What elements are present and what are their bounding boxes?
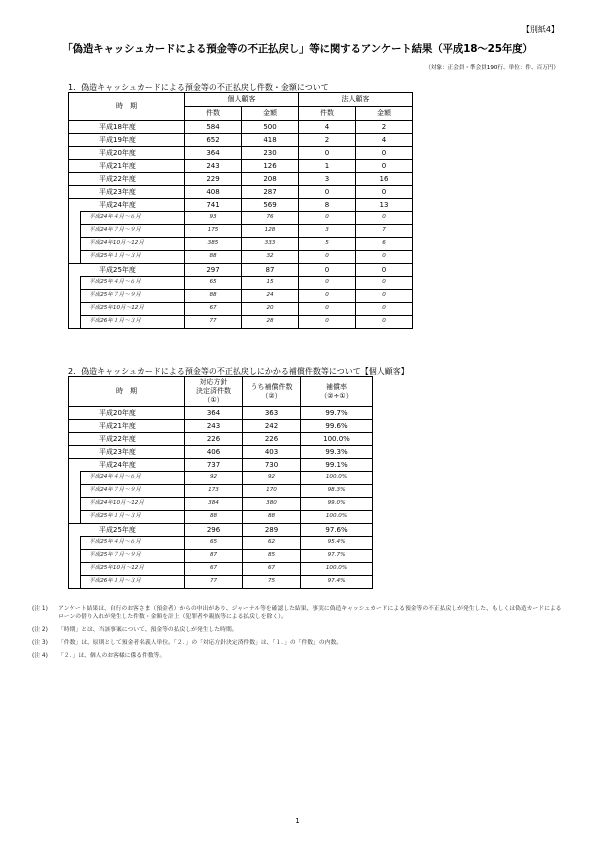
table-row — [69, 524, 373, 537]
value-cell-decided: 77 — [185, 576, 243, 589]
value-cell-compensated: 403 — [243, 446, 301, 459]
table-row — [69, 277, 413, 290]
value-cell-rate: 97.7% — [301, 550, 373, 563]
table-row — [69, 576, 373, 589]
value-cell-i-count: 584 — [185, 121, 242, 134]
note-item — [32, 652, 562, 660]
value-cell-compensated: 226 — [243, 433, 301, 446]
table-row — [69, 225, 413, 238]
value-cell-decided: 87 — [185, 550, 243, 563]
value-cell-decided: 243 — [185, 420, 243, 433]
period-cell: 平成25年10月～12月 — [81, 563, 185, 576]
value-cell-c-amount: 0 — [356, 251, 413, 264]
value-cell-rate: 99.6% — [301, 420, 373, 433]
document-title: 「偽造キャッシュカードによる預金等の不正払戻し」等に関するアンケート結果（平成18～25年度） — [62, 43, 533, 55]
value-cell-compensated: 730 — [243, 459, 301, 472]
value-cell-c-amount: 13 — [356, 199, 413, 212]
value-cell-i-amount: 333 — [242, 238, 299, 251]
value-cell-c-amount: 0 — [356, 147, 413, 160]
value-cell-i-count: 229 — [185, 173, 242, 186]
value-cell-i-amount: 28 — [242, 316, 299, 329]
indent-spacer — [69, 576, 81, 589]
note-text: アンケート結果は、自行のお客さま（預金者）からの申出があり、ジャーナル等を確認した結果、事実に偽造キャッシュカードによる預金等の不正払戻しが発生した、もしくは偽造カードによるローンの借り入れが発生した件数・金額を計上（犯罪者や親族等による払戻しを除く）。 — [58, 606, 562, 620]
value-cell-c-amount: 0 — [356, 160, 413, 173]
value-cell-decided: 406 — [185, 446, 243, 459]
value-cell-compensated: 67 — [243, 563, 301, 576]
table-row — [69, 251, 413, 264]
t1-header-count-corporate: 件数 — [299, 107, 356, 121]
table-row — [69, 563, 373, 576]
value-cell-decided: 92 — [185, 472, 243, 485]
value-cell-compensated: 62 — [243, 537, 301, 550]
value-cell-c-count: 0 — [299, 290, 356, 303]
period-cell: 平成20年度 — [69, 407, 185, 420]
period-cell: 平成23年度 — [69, 446, 185, 459]
table-row — [69, 446, 373, 459]
value-cell-c-amount: 0 — [356, 316, 413, 329]
value-cell-decided: 364 — [185, 407, 243, 420]
period-cell: 平成25年度 — [69, 264, 185, 277]
table-row — [69, 199, 413, 212]
period-cell: 平成22年度 — [69, 433, 185, 446]
period-cell: 平成26年１月～３月 — [81, 316, 185, 329]
value-cell-i-amount: 32 — [242, 251, 299, 264]
value-cell-c-amount: 2 — [356, 121, 413, 134]
value-cell-i-amount: 15 — [242, 277, 299, 290]
period-cell: 平成26年１月～３月 — [81, 576, 185, 589]
value-cell-rate: 95.4% — [301, 537, 373, 550]
value-cell-i-count: 297 — [185, 264, 242, 277]
value-cell-i-count: 364 — [185, 147, 242, 160]
period-cell: 平成25年４月～６月 — [81, 277, 185, 290]
attachment-tag: 【別紙4】 — [521, 25, 559, 34]
indent-spacer — [69, 537, 81, 550]
value-cell-i-amount: 230 — [242, 147, 299, 160]
value-cell-c-count: 0 — [299, 212, 356, 225]
table-row — [69, 537, 373, 550]
value-cell-c-count: 3 — [299, 225, 356, 238]
value-cell-compensated: 88 — [243, 511, 301, 524]
period-cell: 平成25年度 — [69, 524, 185, 537]
value-cell-rate: 99.0% — [301, 498, 373, 511]
table-row — [69, 134, 413, 147]
period-cell: 平成25年１月～３月 — [81, 511, 185, 524]
value-cell-c-amount: 4 — [356, 134, 413, 147]
value-cell-compensated: 170 — [243, 485, 301, 498]
section1-heading: 1．偽造キャッシュカードによる預金等の不正払戻し件数・金額について — [68, 83, 329, 92]
value-cell-rate: 99.7% — [301, 407, 373, 420]
note-item — [32, 626, 562, 634]
value-cell-c-count: 0 — [299, 147, 356, 160]
note-item — [32, 639, 562, 647]
value-cell-rate: 98.3% — [301, 485, 373, 498]
period-cell: 平成21年度 — [69, 160, 185, 173]
indent-spacer — [69, 563, 81, 576]
t1-header-count-individual: 件数 — [185, 107, 242, 121]
value-cell-compensated: 75 — [243, 576, 301, 589]
value-cell-c-count: 0 — [299, 277, 356, 290]
period-cell: 平成24年度 — [69, 459, 185, 472]
table-row — [69, 550, 373, 563]
period-cell: 平成23年度 — [69, 186, 185, 199]
value-cell-rate: 100.0% — [301, 472, 373, 485]
value-cell-i-count: 77 — [185, 316, 242, 329]
t1-header-individual: 個人顧客 — [185, 93, 299, 107]
value-cell-rate: 97.6% — [301, 524, 373, 537]
note-item — [32, 605, 562, 621]
value-cell-c-count: 1 — [299, 160, 356, 173]
value-cell-c-amount: 0 — [356, 290, 413, 303]
value-cell-i-count: 88 — [185, 251, 242, 264]
period-cell: 平成24年７月～９月 — [81, 225, 185, 238]
table-row — [69, 264, 413, 277]
t2-header-period: 時 期 — [69, 377, 185, 407]
period-cell: 平成25年４月～６月 — [81, 537, 185, 550]
value-cell-i-count: 175 — [185, 225, 242, 238]
t1-header-period: 時 期 — [69, 93, 185, 121]
value-cell-i-count: 88 — [185, 290, 242, 303]
section2-heading: 2．偽造キャッシュカードによる預金等の不正払戻しにかかる補償件数等について【個人顧客】 — [68, 367, 409, 376]
value-cell-i-amount: 76 — [242, 212, 299, 225]
page-number: 1 — [295, 817, 300, 825]
value-cell-c-amount: 0 — [356, 186, 413, 199]
indent-spacer — [69, 290, 81, 303]
value-cell-i-amount: 87 — [242, 264, 299, 277]
value-cell-rate: 100.0% — [301, 433, 373, 446]
value-cell-compensated: 380 — [243, 498, 301, 511]
value-cell-c-amount: 0 — [356, 212, 413, 225]
indent-spacer — [69, 550, 81, 563]
value-cell-decided: 67 — [185, 563, 243, 576]
fraud-count-amount-table — [68, 92, 413, 329]
value-cell-rate: 100.0% — [301, 511, 373, 524]
value-cell-c-amount: 0 — [356, 277, 413, 290]
value-cell-compensated: 92 — [243, 472, 301, 485]
table-row — [69, 173, 413, 186]
period-cell: 平成25年10月～12月 — [81, 303, 185, 316]
value-cell-c-count: 0 — [299, 303, 356, 316]
note-text: 「件数」は、原則として預金者名義人単位。「２．」の「対応方針決定済件数」は、「１．」の「件数」の内数。 — [58, 640, 343, 646]
period-cell: 平成25年１月～３月 — [81, 251, 185, 264]
value-cell-c-amount: 0 — [356, 303, 413, 316]
value-cell-rate: 99.1% — [301, 459, 373, 472]
value-cell-i-count: 243 — [185, 160, 242, 173]
period-cell: 平成25年７月～９月 — [81, 550, 185, 563]
note-label: (注 3) — [32, 640, 48, 646]
table-row — [69, 160, 413, 173]
indent-spacer — [69, 472, 81, 485]
note-text: 「時期」とは、当該事案について、預金等の払戻しが発生した時期。 — [58, 627, 238, 633]
value-cell-i-amount: 500 — [242, 121, 299, 134]
value-cell-c-amount: 0 — [356, 264, 413, 277]
value-cell-c-count: 8 — [299, 199, 356, 212]
period-cell: 平成24年度 — [69, 199, 185, 212]
indent-spacer — [69, 251, 81, 264]
value-cell-i-amount: 287 — [242, 186, 299, 199]
note-label: (注 4) — [32, 653, 48, 659]
value-cell-i-count: 93 — [185, 212, 242, 225]
t2-header-compensated: うち補償件数 （②） — [243, 377, 301, 407]
table-row — [69, 498, 373, 511]
table-row — [69, 147, 413, 160]
period-cell: 平成21年度 — [69, 420, 185, 433]
value-cell-rate: 97.4% — [301, 576, 373, 589]
indent-spacer — [69, 225, 81, 238]
value-cell-decided: 88 — [185, 511, 243, 524]
table-row — [69, 316, 413, 329]
value-cell-c-count: 4 — [299, 121, 356, 134]
indent-spacer — [69, 498, 81, 511]
t2-header-decided: 対応方針 決定済件数 （①） — [185, 377, 243, 407]
value-cell-c-count: 0 — [299, 186, 356, 199]
table-row — [69, 420, 373, 433]
value-cell-i-amount: 569 — [242, 199, 299, 212]
value-cell-rate: 99.3% — [301, 446, 373, 459]
indent-spacer — [69, 238, 81, 251]
table-row — [69, 121, 413, 134]
value-cell-i-count: 652 — [185, 134, 242, 147]
value-cell-decided: 173 — [185, 485, 243, 498]
value-cell-compensated: 289 — [243, 524, 301, 537]
value-cell-c-count: 0 — [299, 251, 356, 264]
value-cell-i-count: 741 — [185, 199, 242, 212]
notes — [32, 605, 562, 665]
period-cell: 平成25年７月～９月 — [81, 290, 185, 303]
table-row — [69, 186, 413, 199]
value-cell-c-count: 2 — [299, 134, 356, 147]
period-cell: 平成22年度 — [69, 173, 185, 186]
table-row — [69, 433, 373, 446]
table-row — [69, 472, 373, 485]
indent-spacer — [69, 303, 81, 316]
value-cell-decided: 737 — [185, 459, 243, 472]
table-row — [69, 303, 413, 316]
note-label: (注 1) — [32, 606, 48, 612]
scope-note: （対象：正会員・準会員190行、単位：件、百万円） — [425, 65, 559, 71]
value-cell-i-count: 385 — [185, 238, 242, 251]
table-row — [69, 485, 373, 498]
value-cell-i-count: 67 — [185, 303, 242, 316]
value-cell-decided: 296 — [185, 524, 243, 537]
t1-header-amount-corporate: 金額 — [356, 107, 413, 121]
table-row — [69, 407, 373, 420]
indent-spacer — [69, 485, 81, 498]
indent-spacer — [69, 277, 81, 290]
t1-header-corporate: 法人顧客 — [299, 93, 413, 107]
value-cell-c-amount: 7 — [356, 225, 413, 238]
table-row — [69, 290, 413, 303]
value-cell-decided: 65 — [185, 537, 243, 550]
value-cell-i-count: 408 — [185, 186, 242, 199]
value-cell-c-count: 3 — [299, 173, 356, 186]
value-cell-compensated: 242 — [243, 420, 301, 433]
value-cell-decided: 226 — [185, 433, 243, 446]
table-row — [69, 459, 373, 472]
period-cell: 平成20年度 — [69, 147, 185, 160]
t2-header-rate: 補償率 （②÷①） — [301, 377, 373, 407]
value-cell-compensated: 85 — [243, 550, 301, 563]
value-cell-i-count: 65 — [185, 277, 242, 290]
note-label: (注 2) — [32, 627, 48, 633]
period-cell: 平成24年４月～６月 — [81, 212, 185, 225]
value-cell-c-count: 0 — [299, 264, 356, 277]
value-cell-i-amount: 20 — [242, 303, 299, 316]
indent-spacer — [69, 511, 81, 524]
note-text: 「２．」は、個人のお客様に係る件数等。 — [58, 653, 166, 659]
value-cell-c-amount: 6 — [356, 238, 413, 251]
value-cell-decided: 384 — [185, 498, 243, 511]
period-cell: 平成24年10月～12月 — [81, 498, 185, 511]
indent-spacer — [69, 316, 81, 329]
value-cell-i-amount: 128 — [242, 225, 299, 238]
table-row — [69, 238, 413, 251]
compensation-table — [68, 376, 373, 589]
period-cell: 平成19年度 — [69, 134, 185, 147]
value-cell-i-amount: 126 — [242, 160, 299, 173]
period-cell: 平成24年４月～６月 — [81, 472, 185, 485]
table-row — [69, 511, 373, 524]
value-cell-i-amount: 208 — [242, 173, 299, 186]
value-cell-i-amount: 24 — [242, 290, 299, 303]
value-cell-compensated: 363 — [243, 407, 301, 420]
period-cell: 平成18年度 — [69, 121, 185, 134]
period-cell: 平成24年10月～12月 — [81, 238, 185, 251]
value-cell-c-count: 5 — [299, 238, 356, 251]
value-cell-i-amount: 418 — [242, 134, 299, 147]
t1-header-amount-individual: 金額 — [242, 107, 299, 121]
indent-spacer — [69, 212, 81, 225]
value-cell-rate: 100.0% — [301, 563, 373, 576]
value-cell-c-amount: 16 — [356, 173, 413, 186]
value-cell-c-count: 0 — [299, 316, 356, 329]
period-cell: 平成24年７月～９月 — [81, 485, 185, 498]
table-row — [69, 212, 413, 225]
